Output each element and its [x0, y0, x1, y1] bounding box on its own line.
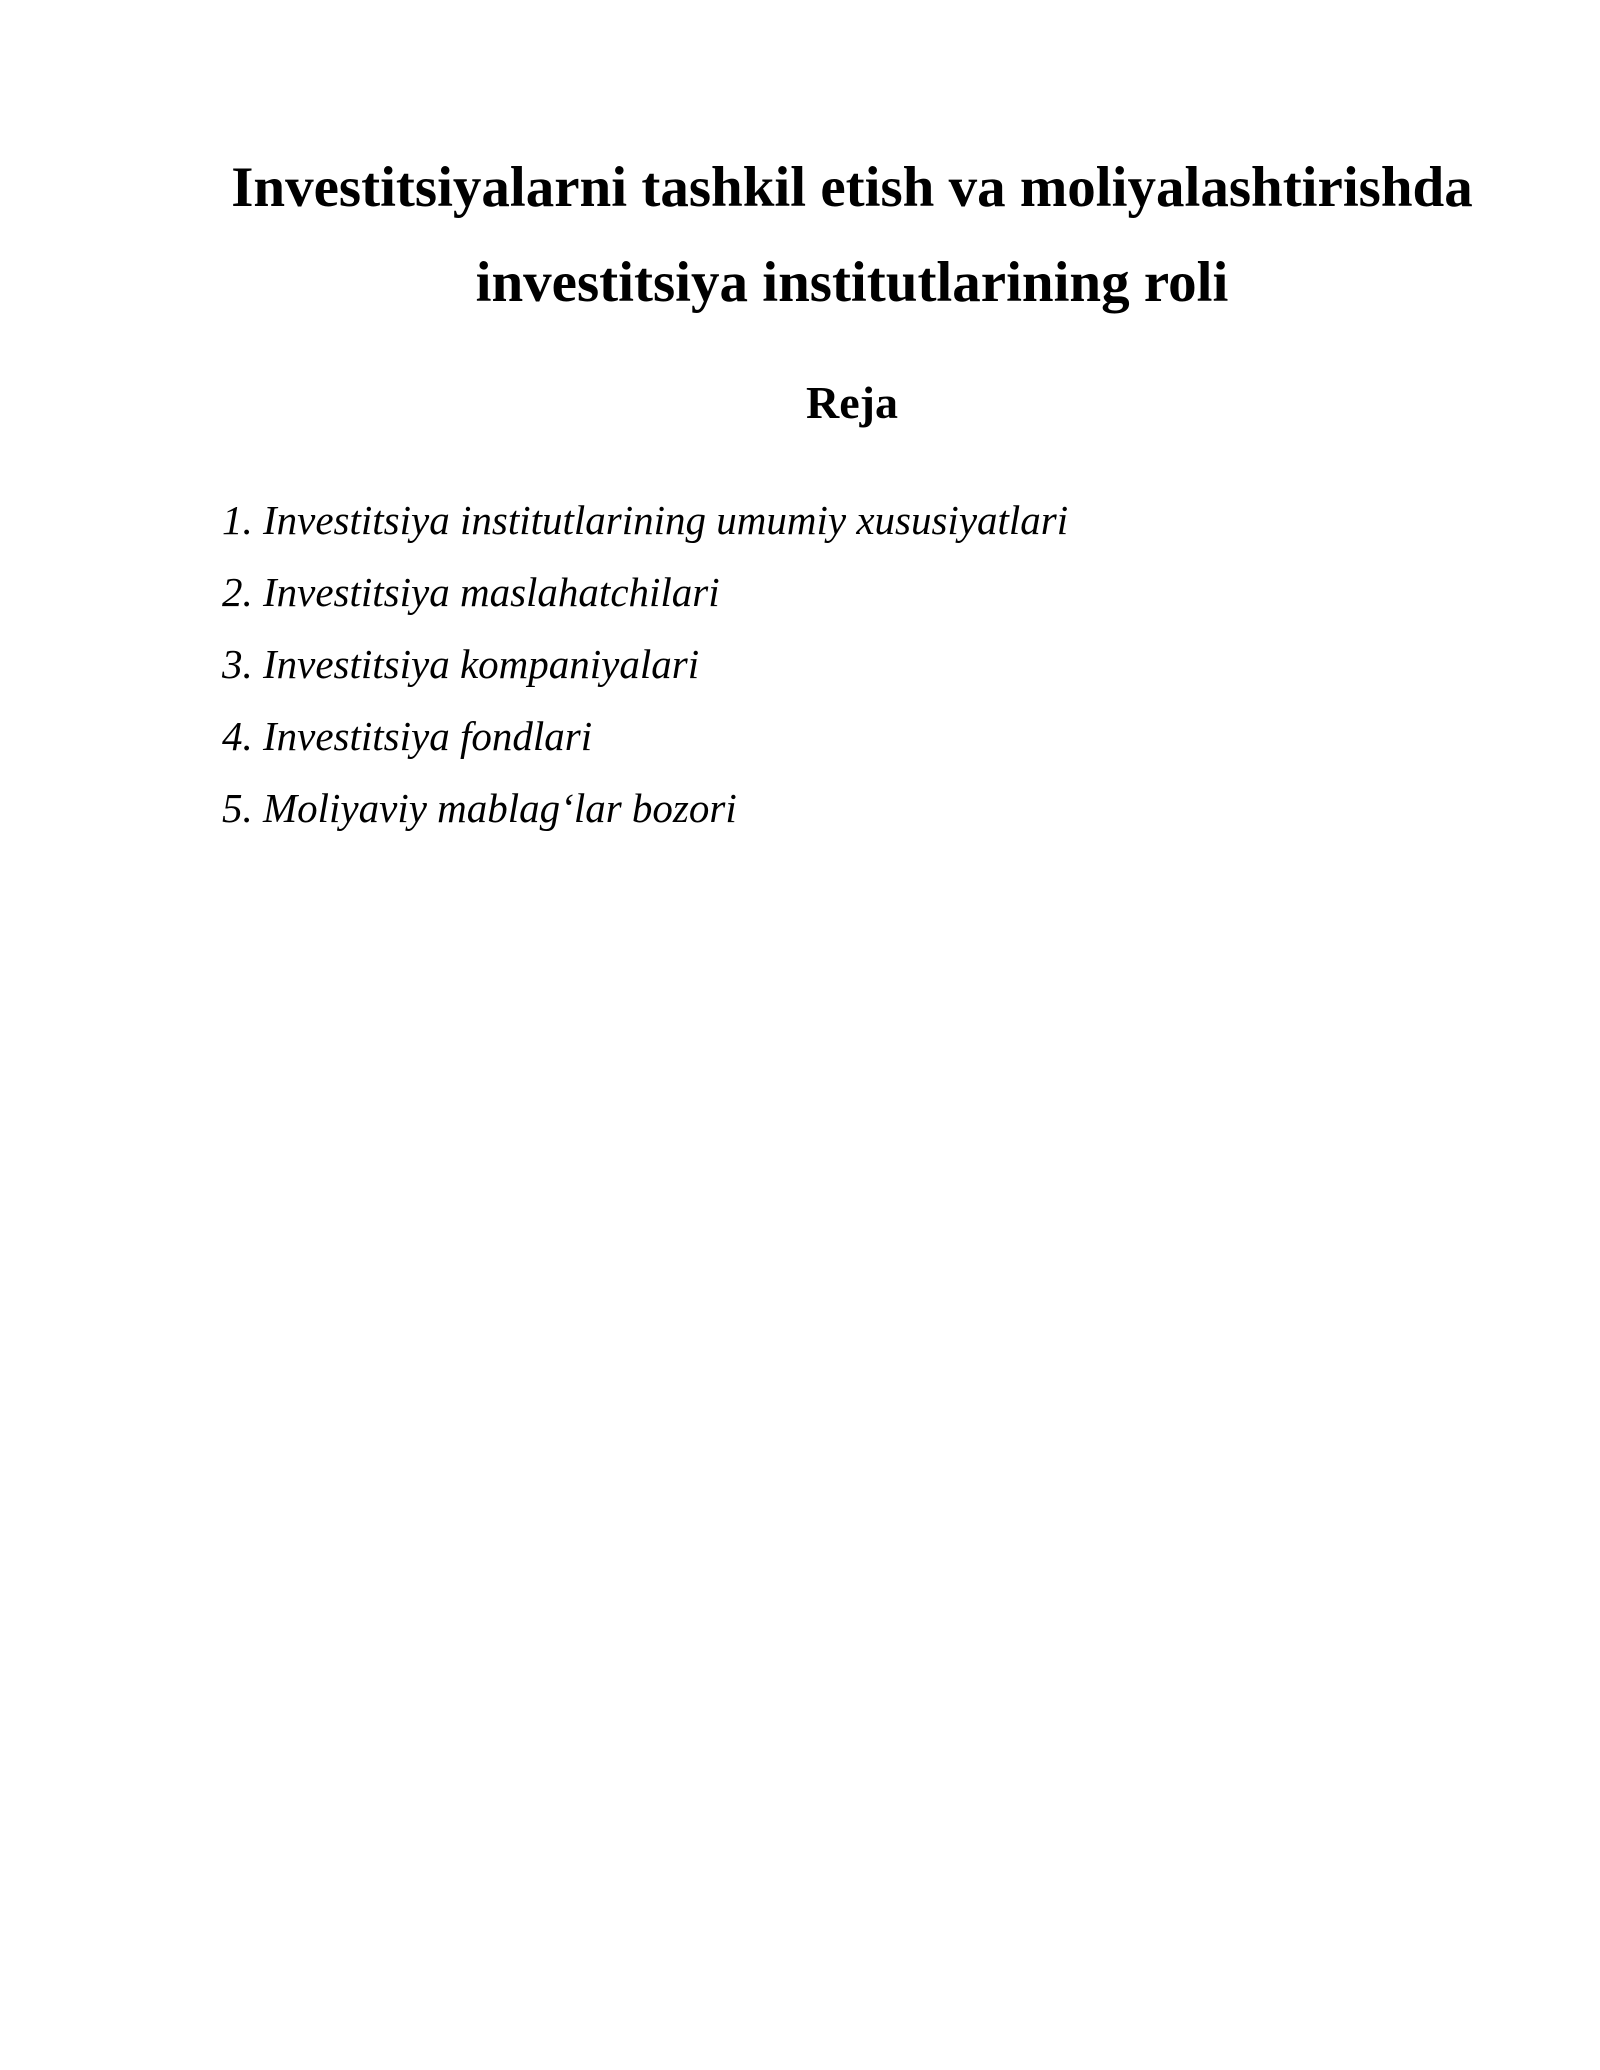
page-title: Investitsiyalarni tashkil etish va moliyalashtirishda investitsiya institutlarining roli	[231, 156, 1473, 314]
plan-item-3: 3. Investitsiya kompaniyalari	[222, 641, 700, 687]
plan-item-4: 4. Investitsiya fondlari	[222, 713, 593, 759]
plan-item-2: 2. Investitsiya maslahatchilari	[222, 569, 720, 615]
plan-item-1: 1. Investitsiya institutlarining umumiy xususiyatlari	[222, 497, 1069, 543]
plan-item-5: 5. Moliyaviy mablag‘lar bozori	[222, 785, 737, 831]
plan-heading: Reja	[806, 377, 898, 428]
plan-list	[222, 484, 1068, 844]
